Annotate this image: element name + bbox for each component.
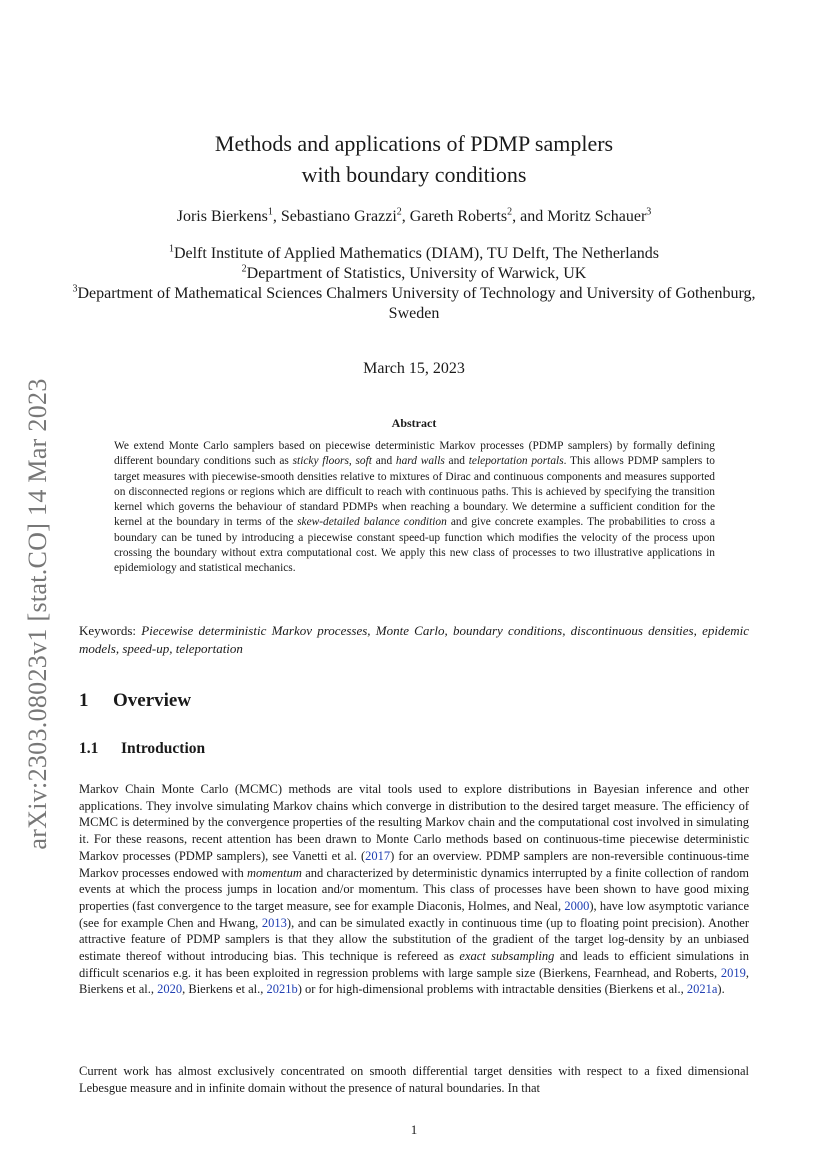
title-line-2: with boundary conditions [301,162,527,187]
author: Gareth Roberts$^2$, and [409,206,548,225]
affiliation: $^3$Department of Mathematical Sciences Chalmers University of Technology and University of Gothenburg, Sweden [72,283,756,322]
paper-date: March 15, 2023 [363,360,465,377]
citation-link[interactable]: 2020 [157,982,183,997]
title-line-1: Methods and applications of PDMP samplers [214,131,614,156]
abstract-heading: Abstract [391,416,437,430]
intro-paragraph: Markov Chain Monte Carlo (MCMC) methods are vital tools used to explore distributions in Bayesian inference and other applications. They involve simulating Markov chains which converge in distribution to the desired target measure. The efficiency of MCMC is determined by the convergence properties of the resulting Markov chain and the computational cost involved in simulating it. For these reasons, recent attention has been drawn to Monte Carlo methods based on continuous-time piecewise deterministic Markov processes (PDMP samplers), see Vanetti et al. (2017) for an overview. PDMP samplers are non-reversible continuous-time Markov processes endowed with momentum and characterized by deterministic dynamics interrupted by a finite collection of random events at which the process jumps in location and/or momentum. This class of processes have been shown to have good mixing properties (fast convergence to the target measure, see for example Diaconis, Holmes, and Neal, 2000), have low asymptotic variance (see for example Chen and Hwang, 2013), and can be simulated exactly in continuous time (up to floating point precision). Another attractive feature of PDMP samplers is that they allow the substitution of the gradient of the target log-density by an unbiased estimate thereof without introducing bias. This technique is refereed as exact subsampling and leads to efficient simulations in difficult scenarios e.g. it has been exploited in regression problems with large sample size (Bierkens, Fearnhead, and Roberts, 2019, Bierkens et al., 2020, Bierkens et al., 2021b) or for high-dimensional problems with intractable densities (Bierkens et al., 2021a). [79,782,750,997]
page-number: 1 [410,1122,418,1137]
affiliations [60,244,768,324]
author: Joris Bierkens$^1$, [176,206,281,225]
subsection-heading: 1.1 Introduction [79,740,206,757]
second-paragraph: Current work has almost exclusively concentrated on smooth differential target densities with respect to a fixed dimensional Lebesgue measure and in infinite domain without the presence of natural boundaries. In that [79,1064,749,1095]
affiliation: $^2$Department of Statistics, University of Warwick, UK [241,263,587,282]
citation-link[interactable]: 2000 [564,898,590,913]
author-list [0,208,828,226]
author: Moritz Schauer$^3$ [547,206,652,225]
abstract-body: We extend Monte Carlo samplers based on piecewise deterministic Markov processes (PDMP samplers) by formally defining different boundary conditions such as sticky floors, soft and hard walls and teleportation portals. This allows PDMP samplers to target measures with piecewise-smooth densities relative to mixtures of Dirac and continuous components and measures supported on disconnected regions or regions which are difficult to reach with continuous paths. This is achieved by specifying the transition kernel which governs the behaviour of standard PDMPs when reaching a boundary. We determine a sufficient condition for the kernel at the boundary in terms of the skew-detailed balance condition and give concrete examples. The probabilities to cross a boundary can be tuned by introducing a piecewise constant speed-up function which modifies the velocity of the process upon crossing the boundary without extra computational cost. We apply this new class of processes to two illustrative applications in epidemiology and statistical mechanics. [114,440,716,575]
keywords-list: Piecewise deterministic Markov processes, Monte Carlo, boundary conditions, discontinuous densities, epidemic models, speed-up, teleportation [79,623,750,656]
author: Sebastiano Grazzi$^2$, [280,206,410,225]
citation-link[interactable]: 2021b [266,982,298,997]
arxiv-stamp-text: arXiv:2303.08023v1 [stat.CO] 14 Mar 2023 [23,378,52,850]
citation-link[interactable]: 2017 [365,848,391,863]
keywords [79,622,749,658]
keywords-label: Keywords: [79,623,142,638]
section-heading: 1 Overview [79,690,192,711]
paper-title [0,128,828,190]
citation-link[interactable]: 2021a [686,982,718,997]
citation-link[interactable]: 2019 [720,965,746,980]
citation-link[interactable]: 2013 [261,915,287,930]
affiliation: $^1$Delft Institute of Applied Mathematics (DIAM), TU Delft, The Netherlands [168,243,660,262]
